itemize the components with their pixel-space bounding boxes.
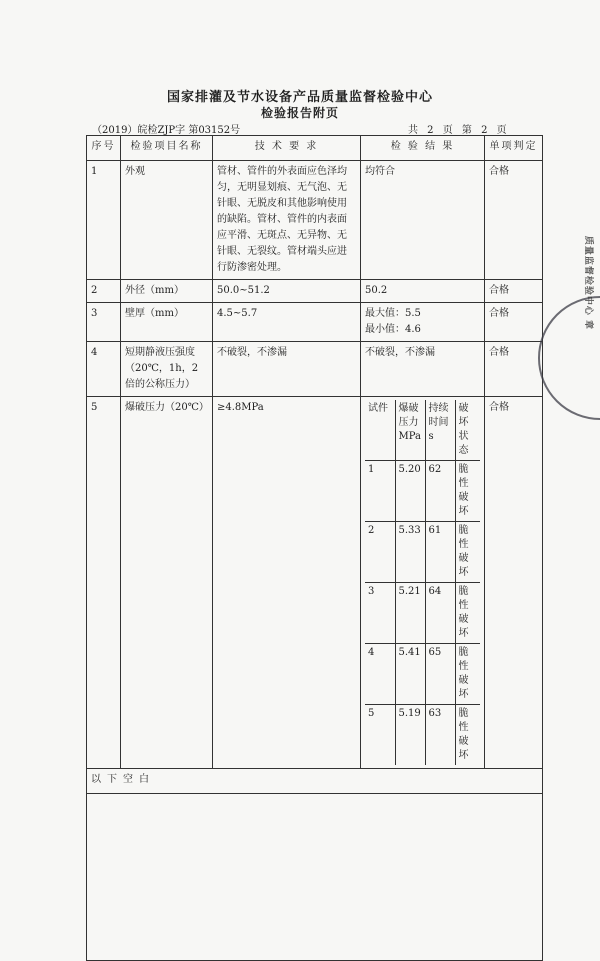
row-item: 外径（mm） (121, 280, 213, 303)
burst-pressure: 5.21 (395, 583, 425, 644)
burst-header-pressure: 爆破压力MPa (395, 400, 425, 461)
burst-pressure: 5.20 (395, 461, 425, 522)
burst-header-row (365, 400, 480, 461)
row-verdict: 合格 (485, 303, 543, 342)
header-verdict: 单项判定 (485, 136, 543, 161)
result-min: 最小值：4.6 (365, 324, 421, 335)
blank-note: 以下空白 (87, 769, 543, 794)
row-requirement: ≥4.8MPa (213, 397, 361, 769)
burst-time: 64 (425, 583, 455, 644)
burst-time: 62 (425, 461, 455, 522)
row-no: 1 (87, 161, 121, 280)
burst-pressure: 5.33 (395, 522, 425, 583)
burst-header-time: 持续时间s (425, 400, 455, 461)
table-header-row (87, 136, 543, 161)
burst-pressure: 5.19 (395, 705, 425, 766)
row-result: 均符合 (361, 161, 485, 280)
burst-subtable (365, 400, 480, 765)
result-max: 最大值：5.5 (365, 308, 421, 319)
row-item: 外观 (121, 161, 213, 280)
burst-row (365, 461, 480, 522)
row-item: 爆破压力（20℃） (121, 397, 213, 769)
empty-cell (87, 794, 543, 961)
burst-id: 2 (365, 522, 395, 583)
table-row (87, 397, 543, 769)
row-verdict: 合格 (485, 280, 543, 303)
seal-code: 章 (583, 319, 593, 330)
row-verdict: 合格 (485, 342, 543, 397)
burst-pressure: 5.41 (395, 644, 425, 705)
row-requirement: 管材、管件的外表面应色泽均匀，无明显划痕、无气泡、无针眼、无脱皮和其他影响使用的缺陷。管材、管件的内表面应平滑、无斑点、无异物、无针眼、无裂纹。管材端头应进行防渗密处理。 (213, 161, 361, 280)
table-row (87, 161, 543, 280)
burst-time: 61 (425, 522, 455, 583)
burst-state: 脆性破坏 (455, 583, 480, 644)
burst-state: 脆性破坏 (455, 644, 480, 705)
center-title: 国家排灌及节水设备产品质量监督检验中心 (166, 90, 433, 105)
burst-state: 脆性破坏 (455, 461, 480, 522)
row-no: 4 (87, 342, 121, 397)
burst-row (365, 522, 480, 583)
burst-id: 1 (365, 461, 395, 522)
burst-row (365, 705, 480, 766)
row-item: 壁厚（mm） (121, 303, 213, 342)
burst-id: 4 (365, 644, 395, 705)
burst-header-state: 破坏状态 (455, 400, 480, 461)
burst-id: 5 (365, 705, 395, 766)
burst-time: 63 (425, 705, 455, 766)
burst-id: 3 (365, 583, 395, 644)
row-result: 50.2 (361, 280, 485, 303)
table-row (87, 280, 543, 303)
seal-text (583, 236, 596, 330)
burst-state: 脆性破坏 (455, 522, 480, 583)
burst-row (365, 583, 480, 644)
blank-row (87, 769, 543, 794)
burst-time: 65 (425, 644, 455, 705)
row-item: 短期静液压强度（20℃，1h，2倍的公称压力） (121, 342, 213, 397)
row-result (361, 303, 485, 342)
row-verdict: 合格 (485, 161, 543, 280)
report-number: （2019）皖检ZJP字 第03152号 (92, 125, 241, 136)
burst-state: 脆性破坏 (455, 705, 480, 766)
row-no: 2 (87, 280, 121, 303)
row-result: 不破裂，不渗漏 (361, 342, 485, 397)
burst-header-id: 试件 (365, 400, 395, 461)
header-requirement: 技 术 要 求 (213, 136, 361, 161)
row-verdict: 合格 (485, 397, 543, 769)
table-row (87, 303, 543, 342)
page-info: 共 2 页 第 2 页 (408, 125, 507, 136)
burst-result-cell (361, 397, 485, 769)
row-requirement: 4.5~5.7 (213, 303, 361, 342)
inspection-table (86, 135, 543, 961)
table-row (87, 342, 543, 397)
seal-name: 质量监督检验中心 (583, 235, 593, 316)
row-no: 3 (87, 303, 121, 342)
burst-row (365, 644, 480, 705)
row-requirement: 不破裂，不渗漏 (213, 342, 361, 397)
header-no: 序号 (87, 136, 121, 161)
header-item: 检验项目名称 (121, 136, 213, 161)
header-result: 检 验 结 果 (361, 136, 485, 161)
empty-area (87, 794, 543, 961)
row-no: 5 (87, 397, 121, 769)
row-requirement: 50.0~51.2 (213, 280, 361, 303)
page-subtitle: 检验报告附页 (260, 106, 339, 120)
